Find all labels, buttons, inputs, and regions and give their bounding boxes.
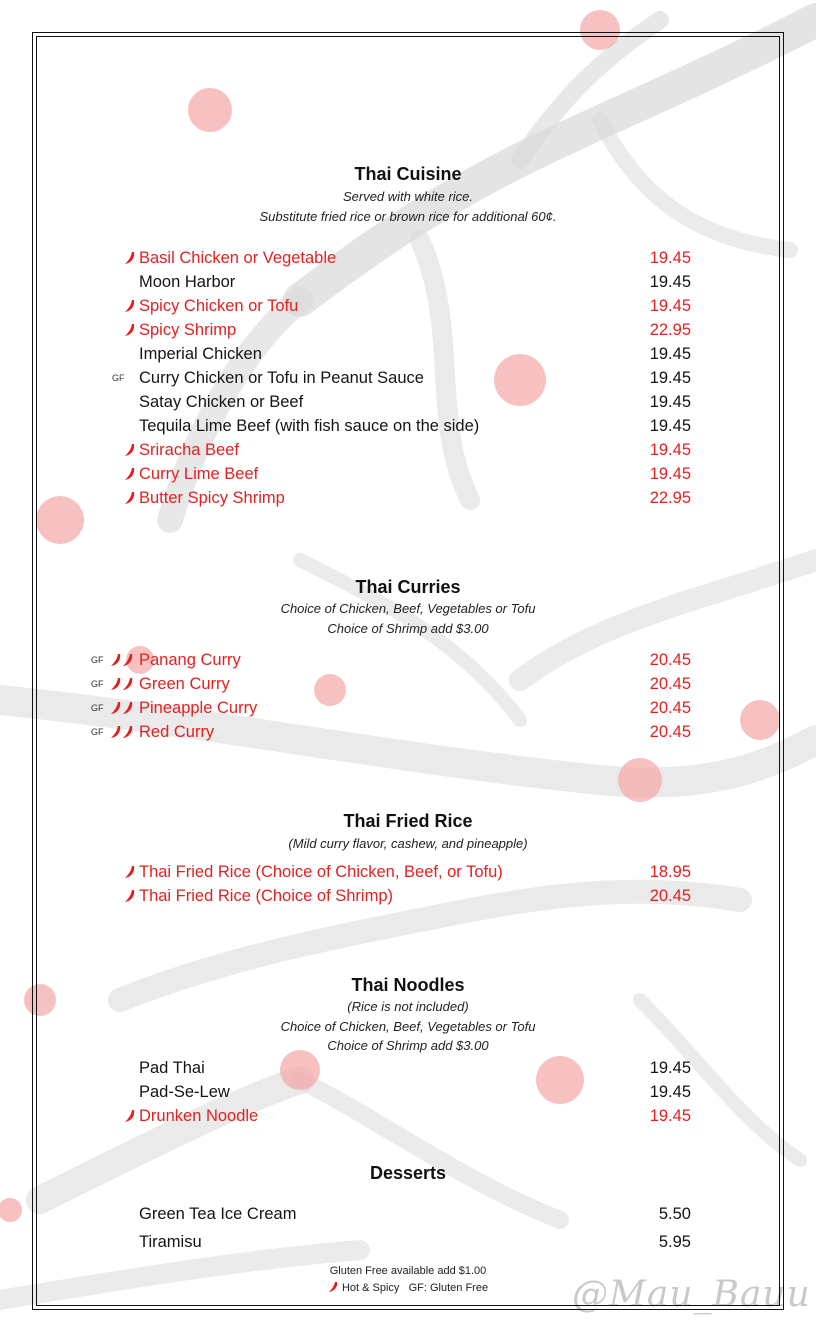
- chili-pepper-icon: [124, 323, 136, 337]
- menu-item: [0, 438, 816, 462]
- menu-item: [0, 1202, 816, 1226]
- menu-item: [0, 246, 816, 270]
- menu-item: [0, 1056, 816, 1080]
- menu-item-price: 19.45: [649, 345, 691, 363]
- menu-item: [0, 318, 816, 342]
- section-note-fried-rice: (Mild curry flavor, cashew, and pineapple): [288, 836, 528, 851]
- section-title-desserts: Desserts: [369, 1163, 447, 1183]
- section-note-choice: Choice of Chicken, Beef, Vegetables or Tofu: [280, 1019, 536, 1034]
- menu-item: [0, 884, 816, 908]
- section-note-shrimp: Choice of Shrimp add $3.00: [327, 621, 489, 636]
- menu-item: [0, 462, 816, 486]
- menu-item-price: 19.45: [649, 249, 691, 267]
- menu-item: [0, 860, 816, 884]
- menu-item-price: 20.45: [649, 699, 691, 717]
- menu-item-name: Green Curry: [139, 675, 230, 693]
- menu-item-price: 18.95: [649, 863, 691, 881]
- menu-item-price: 19.45: [649, 273, 691, 291]
- chili-pepper-icon: [124, 1109, 136, 1123]
- menu-item: [0, 390, 816, 414]
- menu-item: [0, 672, 816, 696]
- chili-pepper-icon: [124, 889, 136, 903]
- legend-gluten-free: GF: Gluten Free: [408, 1282, 489, 1294]
- menu-item-price: 5.50: [658, 1205, 691, 1223]
- chili-pepper-icon: [122, 677, 134, 691]
- menu-item-name: Spicy Chicken or Tofu: [139, 297, 299, 315]
- chili-pepper-icon: [110, 701, 122, 715]
- chili-pepper-icon: [110, 677, 122, 691]
- menu-item: [0, 294, 816, 318]
- chili-pepper-icon: [122, 653, 134, 667]
- menu-item-price: 19.45: [649, 1107, 691, 1125]
- footer-legend: [0, 1281, 816, 1294]
- section-note-shrimp: Choice of Shrimp add $3.00: [327, 1038, 489, 1053]
- footer-gluten-free-note: Gluten Free available add $1.00: [329, 1265, 487, 1277]
- chili-pepper-icon: [124, 251, 136, 265]
- menu-item-name: Drunken Noodle: [139, 1107, 259, 1125]
- gluten-free-badge: GF: [91, 727, 104, 737]
- menu-item: [0, 1080, 816, 1104]
- menu-item: [0, 270, 816, 294]
- menu-item-name: Butter Spicy Shrimp: [139, 489, 285, 507]
- menu-item-price: 19.45: [649, 369, 691, 387]
- menu-item: [0, 414, 816, 438]
- menu-item: [0, 696, 816, 720]
- watermark: @Mau_Bauu: [572, 1274, 811, 1315]
- menu-item: [0, 1230, 816, 1254]
- section-title-thai-cuisine: Thai Cuisine: [354, 164, 462, 184]
- menu-item-name: Tiramisu: [139, 1233, 202, 1251]
- menu-item: [0, 342, 816, 366]
- menu-item-name: Spicy Shrimp: [139, 321, 237, 339]
- section-note-choice: Choice of Chicken, Beef, Vegetables or Tofu: [280, 601, 536, 616]
- menu-item: [0, 720, 816, 744]
- menu-item-name: Imperial Chicken: [139, 345, 262, 363]
- chili-pepper-icon: [110, 653, 122, 667]
- legend-hot-spicy: Hot & Spicy: [341, 1282, 400, 1294]
- gluten-free-badge: GF: [91, 679, 104, 689]
- menu-item-price: 20.45: [649, 887, 691, 905]
- section-title-thai-fried-rice: Thai Fried Rice: [343, 811, 473, 831]
- menu-item-price: 20.45: [649, 651, 691, 669]
- gluten-free-badge: GF: [91, 703, 104, 713]
- chili-pepper-icon: [122, 725, 134, 739]
- chili-pepper-icon: [124, 299, 136, 313]
- chili-pepper-icon: [122, 701, 134, 715]
- menu-item-price: 19.45: [649, 297, 691, 315]
- section-title-thai-noodles: Thai Noodles: [351, 975, 465, 995]
- menu-item-price: 22.95: [649, 321, 691, 339]
- menu-item: [0, 648, 816, 672]
- menu-item-price: 19.45: [649, 1059, 691, 1077]
- menu-item-name: Tequila Lime Beef (with fish sauce on the side): [139, 417, 480, 435]
- section-note-rice-not-included: (Rice is not included): [347, 999, 469, 1014]
- chili-pepper-icon: [124, 865, 136, 879]
- menu-item-name: Moon Harbor: [139, 273, 236, 291]
- menu-item-name: Curry Lime Beef: [139, 465, 259, 483]
- gluten-free-badge: GF: [112, 373, 125, 383]
- menu-item-name: Basil Chicken or Vegetable: [139, 249, 337, 267]
- chili-pepper-icon: [124, 467, 136, 481]
- section-note-rice: Served with white rice.: [342, 189, 474, 204]
- menu-item-name: Sriracha Beef: [139, 441, 239, 459]
- menu-item-price: 20.45: [649, 675, 691, 693]
- menu-item-name: Panang Curry: [139, 651, 241, 669]
- menu-item-name: Red Curry: [139, 723, 215, 741]
- menu-item-price: 19.45: [649, 393, 691, 411]
- menu-item: [0, 1104, 816, 1128]
- menu-item-name: Pineapple Curry: [139, 699, 258, 717]
- menu-item-name: Pad-Se-Lew: [139, 1083, 230, 1101]
- chili-pepper-icon: [124, 443, 136, 457]
- menu-item: [0, 366, 816, 390]
- menu-item-name: Pad Thai: [139, 1059, 205, 1077]
- menu-item-price: 22.95: [649, 489, 691, 507]
- menu-item-price: 19.45: [649, 441, 691, 459]
- menu-item-price: 19.45: [649, 417, 691, 435]
- chili-pepper-icon: [328, 1281, 339, 1293]
- menu-item-price: 20.45: [649, 723, 691, 741]
- menu-item-price: 5.95: [658, 1233, 691, 1251]
- chili-pepper-icon: [110, 725, 122, 739]
- section-note-substitute: Substitute fried rice or brown rice for additional 60¢.: [259, 209, 557, 224]
- chili-pepper-icon: [124, 491, 136, 505]
- menu-item-price: 19.45: [649, 1083, 691, 1101]
- gluten-free-badge: GF: [91, 655, 104, 665]
- menu-item-name: Green Tea Ice Cream: [139, 1205, 297, 1223]
- section-title-thai-curries: Thai Curries: [355, 577, 461, 597]
- menu-item-name: Curry Chicken or Tofu in Peanut Sauce: [139, 369, 424, 387]
- menu-item-name: Thai Fried Rice (Choice of Shrimp): [139, 887, 393, 905]
- menu-item-price: 19.45: [649, 465, 691, 483]
- menu-item-name: Thai Fried Rice (Choice of Chicken, Beef, or Tofu): [139, 863, 503, 881]
- menu-item-name: Satay Chicken or Beef: [139, 393, 304, 411]
- menu-item: [0, 486, 816, 510]
